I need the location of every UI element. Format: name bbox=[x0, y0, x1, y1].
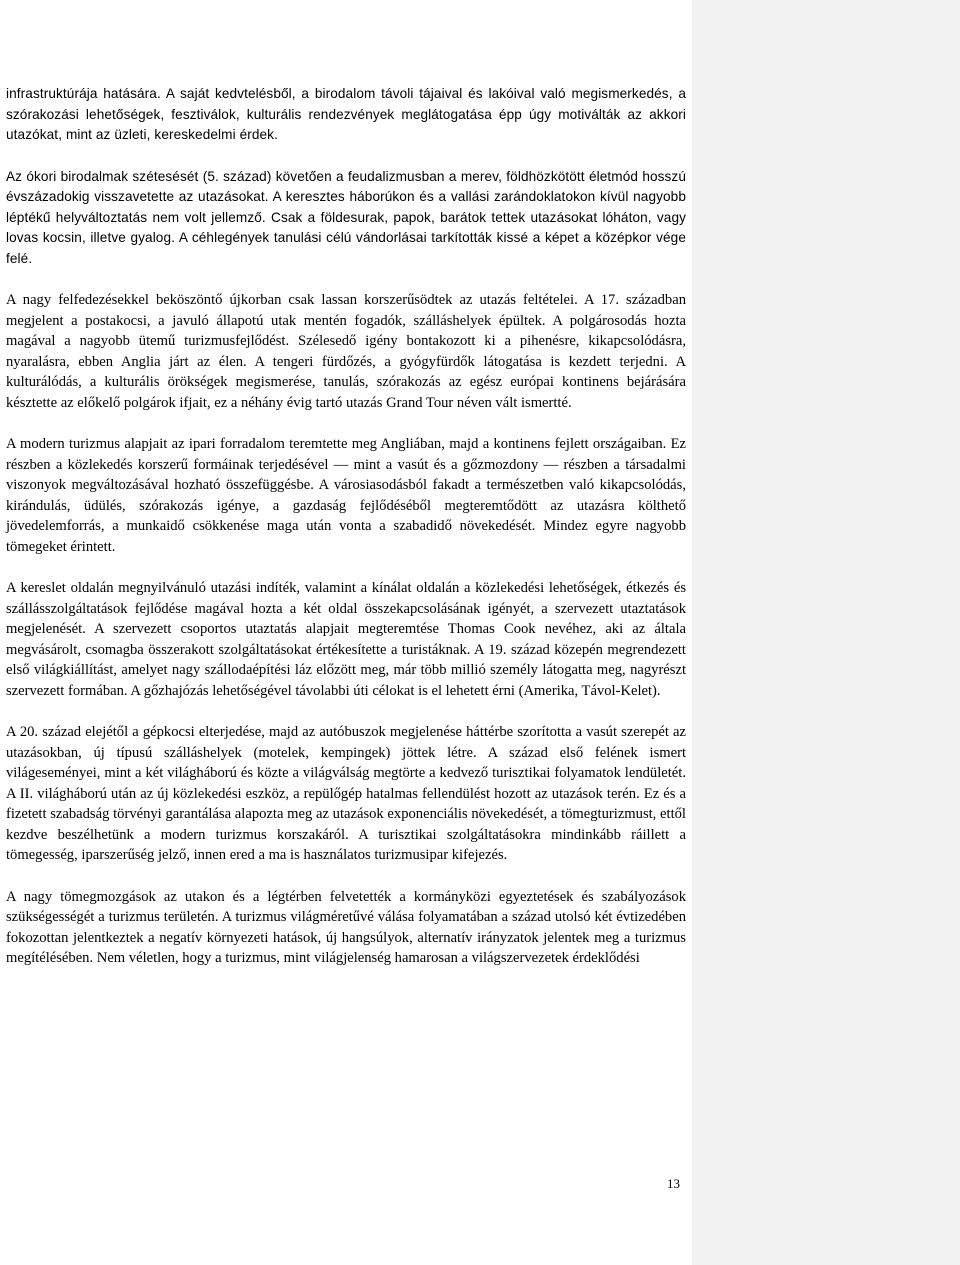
text-segment: A kulturálódás, a kulturális örökségek megismerése, tanulás, szórakozás az egész európai kontinens bejárására késztette az előkelő polgárok ifjait, ez a néhány évig tartó utazás Grand Tour néven vált ismertté. bbox=[6, 353, 686, 411]
text-segment: A gőzhajózás lehetőségével távolabbi úti célokat is el lehetett érni (Amerika, Távol-Kelet). bbox=[127, 682, 661, 699]
text-segment: Ez és a fizetett szabadság törvényi garantálása alapozta meg az utazások exponenciális növekedését, a tömegturizmust, ettől kezdve beszélhetünk a modern turizmus korszakáról. bbox=[6, 785, 686, 843]
text-segment: A század első felének ismert világeseményei, mint a két világháború és közte a világválság megtörte a kedvező turisztikai folyamatok lendületét. A II. bbox=[6, 744, 686, 802]
page-number: 13 bbox=[667, 1176, 680, 1191]
text-segment: A kereslet oldalán megnyilvánuló utazási indíték, valamint a kínálat oldalán a közlekedési lehetőségek, étkezés és szállásszolgáltatások fejlődése magával hozta a két oldal összekapcsolásának igényét, a szervezett utaztatások megjelenését. bbox=[6, 580, 686, 637]
text-segment: Ez részben a közlekedés korszerű formáinak terjedésével — mint a vasút és a gőzmozdony — részben a társadalmi viszonyok megváltozásával hozható összefüggésbe. bbox=[6, 436, 686, 493]
paragraph-7 bbox=[6, 887, 686, 969]
paragraph-5 bbox=[6, 578, 686, 701]
text-segment: Mindez egyre nagyobb tömegeket érintett. bbox=[6, 518, 686, 555]
text-segment: infrastruktúrája hatására. bbox=[6, 86, 161, 101]
paragraph-2 bbox=[6, 167, 686, 270]
document-body bbox=[6, 84, 686, 969]
text-segment: A turizmus világméretűvé válása folyamatában a század utolsó két évtizedében fokozottan jelentkeztek a negatív környezeti hatások, új hangsúlyok, alternatív irányzatok jelentek meg a turizmus megítélésében. bbox=[6, 909, 686, 966]
text-segment: A modern turizmus alapjait az ipari forradalom teremtette meg Angliában, majd a kontinens fejlett országaiban. bbox=[6, 436, 667, 452]
text-segment: A keresztes háborúkon és a vallási zarándoklatokon kívül nagyobb léptékű helyváltoztatás nem volt jellemző. bbox=[6, 189, 686, 225]
text-segment: Az ókori birodalmak szétesését (5. bbox=[6, 168, 219, 184]
text-segment: A turisztikai szolgáltatásokra mindinkább ráillett a tömegesség, iparszerűség jelző, innen ered a ma is használatos turizmusipar kifejezés. bbox=[6, 826, 686, 863]
text-segment: világháború után az új közlekedési eszköz, a repülőgép hatalmas fellendülést hozott az utazások terén. bbox=[33, 785, 640, 802]
text-segment: A szervezett csoportos utaztatás alapjait megteremtése Thomas Cook nevéhez, aki az általa megvásárolt, csomagba összerakott szolgáltatásokat értékesítette a turistáknak. A 19. bbox=[6, 621, 686, 658]
paragraph-1 bbox=[6, 84, 686, 146]
text-segment: században megjelent a postakocsi, a javuló állapotú utak mentén fogadók, szálláshelyek épültek. bbox=[6, 292, 686, 329]
text-segment: Nem véletlen, hogy a turizmus, mint világjelenség hamarosan a világszervezetek érdeklődési bbox=[93, 950, 640, 966]
paragraph-4 bbox=[6, 434, 686, 557]
text-segment: Szélesedő igény bontakozott ki a pihenésre, kikapcsolódásra, nyaralásra, ebben Anglia járt az élen. bbox=[6, 333, 686, 370]
text-segment: A tengeri fürdőzés, a gyógyfürdők látogatása is kezdett terjedni. bbox=[246, 353, 668, 370]
paragraph-6 bbox=[6, 722, 686, 866]
text-segment: A saját kedvtelésből, a birodalom távoli tájaival és lakóival való megismerkedés, a szórakozási lehetőségek, fesztiválok, kulturális rendezvények meglátogatása épp úgy motiválták az akkori utazókat, mint az üzleti, kereskedelmi érdek. bbox=[6, 86, 686, 142]
text-segment: Csak a földesurak, papok, barátok tettek utazásokat lóháton, vagy lovas kocsin, illetve gyalog. bbox=[6, 209, 687, 245]
paragraph-3 bbox=[6, 290, 686, 413]
text-segment: A városiasodásból fakadt a természetben való kikapcsolódás, kirándulás, üdülés, szórakozás igénye, a gazdaság fejlődéséből megteremtődött az utazásra költhető jövedelemforrás, a munkaidő csökkenése maga után vonta a szabadidő növekedését. bbox=[6, 477, 686, 534]
text-segment: század elejétől a gépkocsi elterjedése, majd az autóbuszok megjelenése háttérbe szorította a vasút szerepét az utazásokban, új típusú szálláshelyek (motelek, kempingek) jöttek létre. bbox=[6, 724, 687, 761]
text-segment: A polgárosodás hozta magával a nagyobb ütemű turizmusfejlődést. bbox=[6, 312, 686, 349]
text-segment: század közepén megrendezett első világkiállítást, amelyet nagy szállodaépítési láz előzött meg, már több millió személy látogatta meg, nagyrészt szervezett formában. bbox=[6, 641, 686, 699]
text-segment: század) követően a feudalizmusban a merev, földhözkötött életmód hosszú évszázadokig visszavetette az utazásokat. bbox=[6, 168, 686, 204]
text-segment: A 20. bbox=[6, 724, 39, 740]
text-segment: A nagy felfedezésekkel beköszöntő újkorban csak lassan korszerűsödtek az utazás feltételei. A 17. bbox=[6, 292, 619, 308]
text-segment: A céhlegények tanulási célú vándorlásai tarkították kissé a képet a középkor vége felé. bbox=[6, 230, 686, 266]
comment-margin-pane bbox=[692, 0, 960, 1265]
text-segment: A nagy tömegmozgások az utakon és a légtérben felvetették a kormányközi egyeztetések és szabályozások szükségességét a turizmus területén. bbox=[6, 888, 686, 925]
